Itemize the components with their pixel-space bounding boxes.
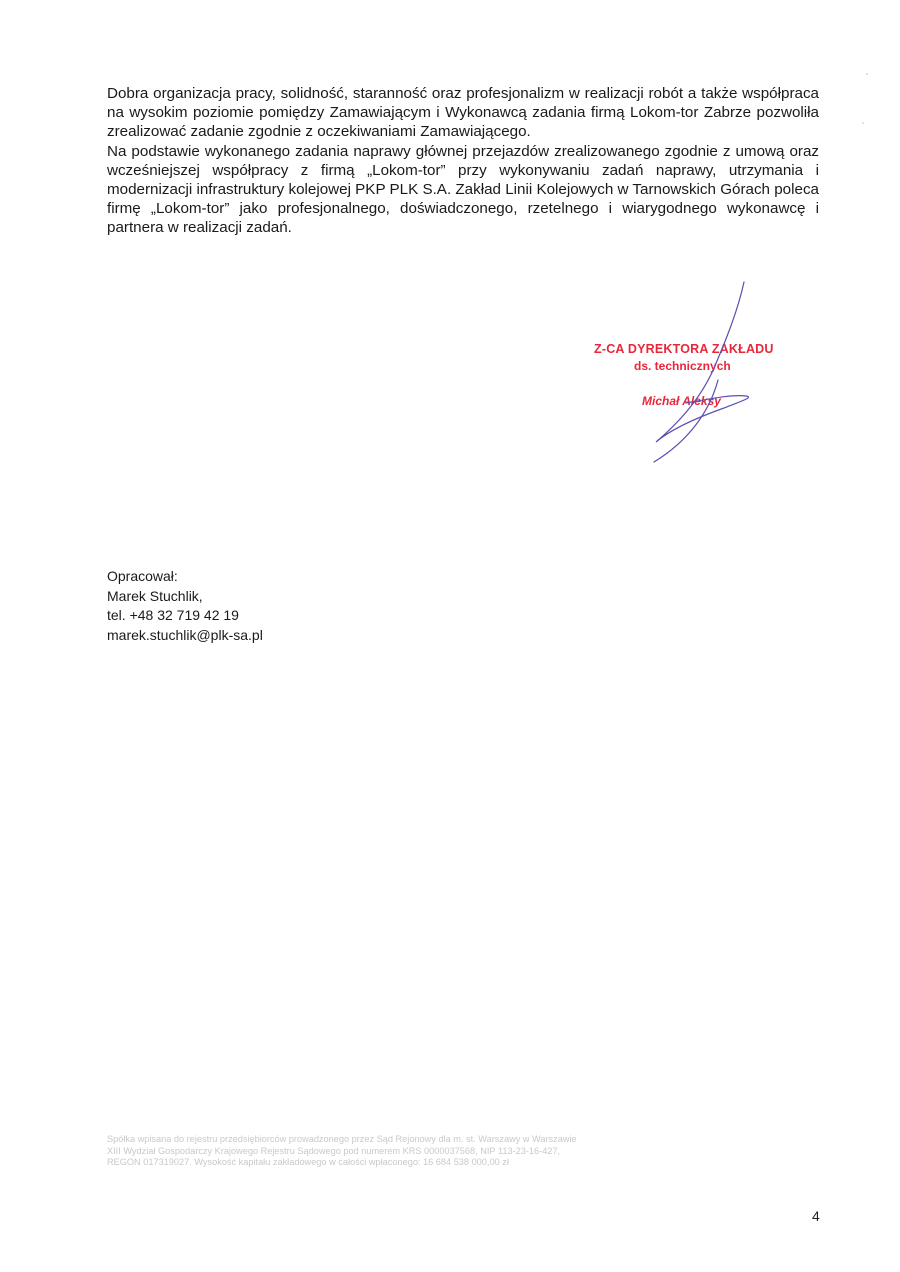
footer-line-3: REGON 017319027. Wysokość kapitału zakładowego w całości wpłaconego: 16 684 538 000,00 zł bbox=[107, 1157, 509, 1167]
author-email[interactable]: marek.stuchlik@plk-sa.pl bbox=[107, 626, 263, 643]
signature-stroke bbox=[654, 282, 749, 462]
stamp-name: Michał Aleksy bbox=[642, 394, 721, 408]
company-registration-footer bbox=[107, 1134, 667, 1169]
author-phone: tel. +48 32 719 42 19 bbox=[107, 607, 239, 623]
stamp-department: ds. technicznych bbox=[634, 359, 731, 373]
scan-speck bbox=[866, 73, 868, 75]
letter-body bbox=[107, 84, 819, 238]
footer-line-1: Spółka wpisana do rejestru przedsiębiorców prowadzonego przez Sąd Rejonowy dla m. st. Warszawy w Warszawie bbox=[107, 1134, 577, 1144]
author-name: Marek Stuchlik, bbox=[107, 587, 203, 604]
body-paragraph-2: Na podstawie wykonanego zadania naprawy głównej przejazdów zrealizowanego zgodnie z umową oraz wcześniejszej współpracy z firmą „Lokom-tor” przy wykonywaniu zadań naprawy, utrzymania i modernizacji infrastruktury kolejowej PKP PLK S.A. Zakład Linii Kolejowych w Tarnowskich Górach poleca firmę „Lokom-tor” jako profesjonalnego, doświadczonego, rzetelnego i wiarygodnego wykonawcę i partnera w realizacji zadań. bbox=[107, 142, 819, 237]
page-number: 4 bbox=[812, 1208, 820, 1224]
prepared-by-label: Opracował: bbox=[107, 568, 178, 584]
prepared-by-block bbox=[107, 567, 263, 645]
body-paragraph-1: Dobra organizacja pracy, solidność, staranność oraz profesjonalizm w realizacji robót a także współpraca na wysokim poziomie pomiędzy Zamawiającym i Wykonawcą zadania firmą Lokom-tor Zabrze pozwoliła zrealizować zadanie zgodnie z oczekiwaniami Zamawiającego. bbox=[107, 85, 819, 141]
scan-speck bbox=[862, 122, 864, 124]
handwritten-signature bbox=[630, 270, 780, 470]
footer-line-2: XIII Wydział Gospodarczy Krajowego Rejestru Sądowego pod numerem KRS 0000037568, NIP 113-23-16-427, bbox=[107, 1145, 561, 1156]
stamp-title: Z-CA DYREKTORA ZAKŁADU bbox=[594, 342, 774, 356]
